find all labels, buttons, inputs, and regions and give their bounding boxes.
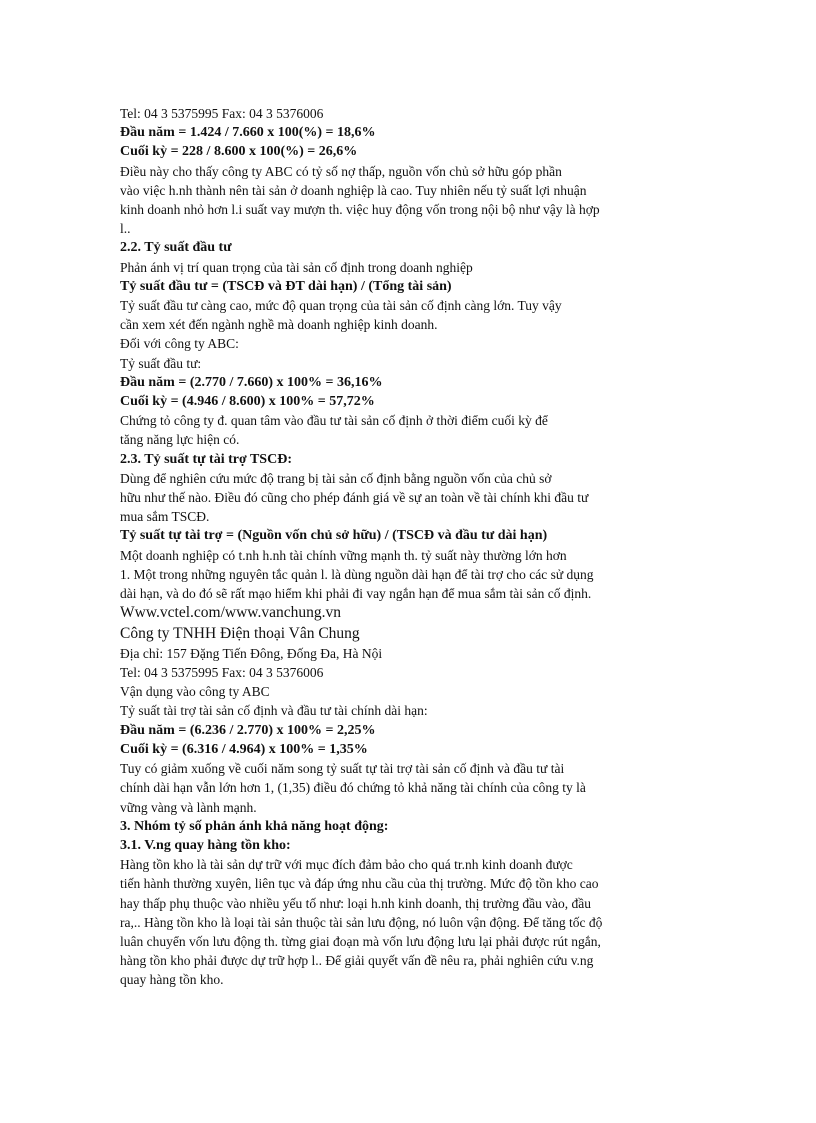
- text-line: chính dài hạn vẫn lớn hơn 1, (1,35) điều đó chứng tỏ khả năng tài chính của công ty là: [120, 780, 586, 796]
- bold-text-line: Cuối kỳ = (4.946 / 8.600) x 100% = 57,72%: [120, 394, 375, 410]
- text-line: mua sắm TSCĐ.: [120, 509, 210, 525]
- text-line: Công ty TNHH Điện thoại Vân Chung: [120, 624, 360, 642]
- text-line: Dùng để nghiên cứu mức độ trang bị tài sản cố định bằng nguồn vốn của chủ sở: [120, 470, 552, 486]
- text-line: kinh doanh nhỏ hơn l.i suất vay mượn th. việc huy động vốn trong nội bộ như vậy là hợp: [120, 202, 600, 218]
- bold-text-line: Tỷ suất tự tài trợ = (Nguồn vốn chủ sở hữu) / (TSCĐ và đầu tư dài hạn): [120, 528, 548, 544]
- text-line: Hàng tồn kho là tài sản dự trữ với mục đích đảm bảo cho quá tr.nh kinh doanh được: [120, 857, 573, 873]
- text-line: Tỷ suất đầu tư:: [120, 355, 202, 371]
- text-line: hay thấp phụ thuộc vào nhiều yếu tố như: loại h.nh kinh doanh, thị trường đầu vào, đầu: [120, 895, 591, 911]
- bold-text-line: 3. Nhóm tỷ số phản ánh khả năng hoạt động:: [120, 818, 389, 834]
- text-line: Chứng tỏ công ty đ. quan tâm vào đầu tư tài sản cố định ở thời điểm cuối kỳ để: [120, 413, 548, 429]
- text-line: Địa chỉ: 157 Đặng Tiến Đông, Đống Đa, Hà Nội: [120, 645, 383, 661]
- text-line: hàng tồn kho phải được dự trữ hợp l.. Để giải quyết vấn đề nêu ra, phải nghiên cứu v.ng: [120, 953, 594, 969]
- text-line: hữu như thế nào. Điều đó cũng cho phép đánh giá về sự an toàn về tài chính khi đầu tư: [120, 490, 589, 506]
- text-line: Tỷ suất đầu tư càng cao, mức độ quan trọng của tài sản cố định càng lớn. Tuy vậy: [120, 298, 562, 314]
- bold-text-line: 2.2. Tỷ suất đầu tư: [120, 240, 232, 256]
- bold-text-line: 2.3. Tỷ suất tự tài trợ TSCĐ:: [120, 451, 292, 467]
- bold-text-line: 3.1. V.ng quay hàng tồn kho:: [120, 837, 291, 853]
- bold-text-line: Cuối kỳ = (6.316 / 4.964) x 100% = 1,35%: [120, 741, 368, 757]
- text-line: Tel: 04 3 5375995 Fax: 04 3 5376006: [120, 665, 324, 681]
- text-line: Vận dụng vào công ty ABC: [120, 684, 270, 700]
- bold-text-line: Đầu năm = (6.236 / 2.770) x 100% = 2,25%: [120, 722, 376, 738]
- text-line: Tuy có giảm xuống về cuối năm song tỷ suất tự tài trợ tài sản cố định và đầu tư tài: [120, 761, 565, 777]
- text-line: Tel: 04 3 5375995 Fax: 04 3 5376006: [120, 106, 324, 121]
- text-line: vào việc h.nh thành nên tài sản ở doanh nghiệp là cao. Tuy nhiên nếu tỷ suất lợi nhuận: [120, 182, 587, 198]
- text-line: luân chuyển vốn lưu động th. từng giai đoạn mà vốn lưu động lưu lại phải được rút ngắn,: [120, 933, 601, 949]
- text-line: Đối với công ty ABC:: [120, 336, 239, 352]
- text-line: Điều này cho thấy công ty ABC có tỷ số nợ thấp, nguồn vốn chủ sở hữu góp phần: [120, 163, 562, 179]
- text-line: dài hạn, và do đó sẽ rất mạo hiểm khi phải đi vay ngắn hạn để mua sắm tài sản cố định.: [120, 586, 592, 602]
- text-line: vững vàng và lành mạnh.: [120, 799, 257, 815]
- text-line: cần xem xét đến ngành nghề mà doanh nghiệp kinh doanh.: [120, 317, 438, 333]
- bold-text-line: Đầu năm = 1.424 / 7.660 x 100(%) = 18,6%: [120, 125, 376, 141]
- text-line: 1. Một trong những nguyên tắc quản l. là dùng nguồn dài hạn để tài trợ cho các sử dụng: [120, 566, 594, 582]
- text-line: ra,.. Hàng tồn kho là loại tài sản thuộc tài sản lưu động, nó luôn vận động. Để tăng tốc độ: [120, 914, 603, 930]
- bold-text-line: Cuối kỳ = 228 / 8.600 x 100(%) = 26,6%: [120, 144, 358, 160]
- bold-text-line: Đầu năm = (2.770 / 7.660) x 100% = 36,16%: [120, 374, 383, 390]
- document-page: [120, 104, 700, 990]
- text-line: quay hàng tồn kho.: [120, 972, 224, 988]
- bold-text-line: Tỷ suất đầu tư = (TSCĐ và ĐT dài hạn) / (Tổng tài sản): [120, 278, 452, 294]
- text-line: tiến hành thường xuyên, liên tục và đáp ứng nhu cầu của thị trường. Mức độ tồn kho cao: [120, 876, 599, 892]
- text-line: Một doanh nghiệp có t.nh h.nh tài chính vững mạnh th. tỷ suất này thường lớn hơn: [120, 547, 567, 563]
- text-line: tăng năng lực hiện có.: [120, 432, 240, 448]
- text-line: Phản ánh vị trí quan trọng của tài sản cố định trong doanh nghiệp: [120, 259, 473, 275]
- text-line: l..: [120, 221, 131, 237]
- text-line: Www.vctel.com/www.vanchung.vn: [120, 604, 341, 622]
- text-line: Tỷ suất tài trợ tài sản cố định và đầu tư tài chính dài hạn:: [120, 703, 428, 719]
